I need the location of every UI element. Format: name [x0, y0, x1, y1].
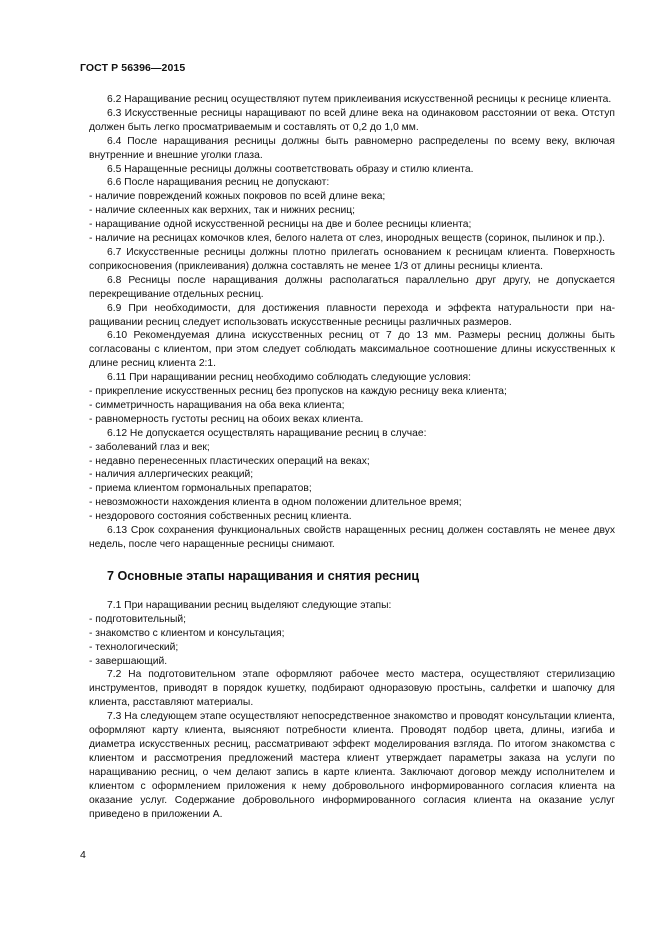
- section-heading: 7 Основные этапы наращивания и снятия ресниц: [107, 568, 420, 583]
- list-item: - равномерность густоты ресниц на обоих веках клиента.: [89, 413, 364, 425]
- list-item: - недавно перенесенных пластических операций на веках;: [89, 455, 370, 467]
- paragraph-6-5: 6.5 Наращенные ресницы должны соответствовать образу и стилю клиента.: [107, 163, 474, 175]
- paragraph-7-2: 7.2 На подготовительном этапе оформляют рабочее место мастера, осуществляют стерилизацию инструментов, приводят в порядок кушетку, подбирают одноразовую простынь, салфетки и шапочку для клиента, расставляют материалы.: [89, 669, 615, 709]
- list-item: - завершающий.: [89, 655, 168, 667]
- list-item: - наличие склеенных как верхних, так и нижних ресниц;: [89, 205, 356, 217]
- list-item: - нездорового состояния собственных ресниц клиента.: [89, 511, 352, 523]
- list-item: - заболеваний глаз и век;: [89, 441, 210, 453]
- list-item: - наличие повреждений кожных покровов по всей длине века;: [89, 191, 386, 203]
- document-header: ГОСТ Р 56396—2015: [80, 62, 186, 74]
- paragraph-6-4: 6.4 После наращивания ресницы должны быть равномерно распределены по всему веку, включая внутренние и внешние уголки глаза.: [89, 135, 615, 161]
- paragraph-7-1: 7.1 При наращивании ресниц выделяют следующие этапы:: [107, 599, 392, 611]
- paragraph-6-3: 6.3 Искусственные ресницы наращивают по всей длине века на одинаковом расстоянии от века. Отступ должен быть легко просматриваемым и составлять от 0,2 до 1,0 мм.: [89, 107, 615, 133]
- list-item: - технологический;: [89, 641, 179, 653]
- list-item: - наращивание одной искусственной ресницы на две и более ресницы клиента;: [89, 219, 472, 231]
- list-item: - приема клиентом гормональных препаратов;: [89, 483, 312, 495]
- paragraph-6-7: 6.7 Искусственные ресницы должны плотно прилегать основанием к ресницам клиента. Поверхность соприкосновения (приклеивания) должна составлять не менее 1/3 от длины ресницы клиента.: [89, 246, 615, 272]
- list-item: - наличия аллергических реакций;: [89, 469, 254, 481]
- paragraph-6-10: 6.10 Рекомендуемая длина искусственных ресниц от 7 до 13 мм. Размеры ресниц должны быть согласованы с клиентом, при этом следует соблюдать максимальное соотношение длины искусственных к длине ресниц клиента 2:1.: [89, 330, 615, 370]
- paragraph-6-6: 6.6 После наращивания ресниц не допускают:: [107, 177, 330, 189]
- list-item: - знакомство с клиентом и консультация;: [89, 627, 285, 639]
- paragraph-6-9: 6.9 При необходимости, для достижения плавности перехода и эффекта натуральности при наращивании ресниц следует использовать искусственные ресницы различных размеров.: [89, 302, 615, 328]
- paragraph-6-12: 6.12 Не допускается осуществлять наращивание ресниц в случае:: [107, 427, 427, 439]
- paragraph-6-11: 6.11 При наращивании ресниц необходимо соблюдать следующие условия:: [107, 372, 471, 384]
- paragraph-6-8: 6.8 Ресницы после наращивания должны располагаться параллельно друг другу, не допускается перекрещивание отдельных ресниц.: [89, 274, 615, 300]
- list-item: - симметричность наращивания на оба века клиента;: [89, 399, 345, 411]
- paragraph-6-13: 6.13 Срок сохранения функциональных свойств наращенных ресниц должен составлять не менее двух недель, после чего наращенные ресницы снимают.: [89, 525, 615, 550]
- list-item: - невозможности нахождения клиента в одном положении длительное время;: [89, 497, 462, 509]
- paragraph-7-3: 7.3 На следующем этапе осуществляют непосредственное знакомство и проводят консультации клиента, оформляют карту клиента, выясняют потребности клиента. Проводят подбор цвета, длины, изгиба и диаметра искусственных ресниц, рассматривают эффект моделирования взгляда. По итогом знакомства с клиентом и рассмотрения предложений мастера клиент утверждает параметры заказа на услуги по наращиванию ресниц, о чем делают запись в карте клиента. Заключают договор между исполнителем и клиентом с оформлением приложения к нему добровольного информированного согласия клиента на оказание услуг. Содержание добровольного информированного согласия клиента на оказание услуг приведено в приложении А.: [89, 711, 615, 820]
- paragraph-6-2: 6.2 Наращивание ресниц осуществляют путем приклеивания искусственной ресницы к реснице клиента.: [107, 94, 612, 105]
- list-item: - наличие на ресницах комочков клея, белого налета от слез, инородных веществ (соринок, пылинок и пр.).: [89, 233, 606, 245]
- list-item: - подготовительный;: [89, 613, 187, 625]
- page-body: [89, 93, 615, 821]
- page-number: 4: [80, 849, 86, 861]
- list-item: - прикрепление искусственных ресниц без пропусков на каждую ресницу века клиента;: [89, 386, 507, 398]
